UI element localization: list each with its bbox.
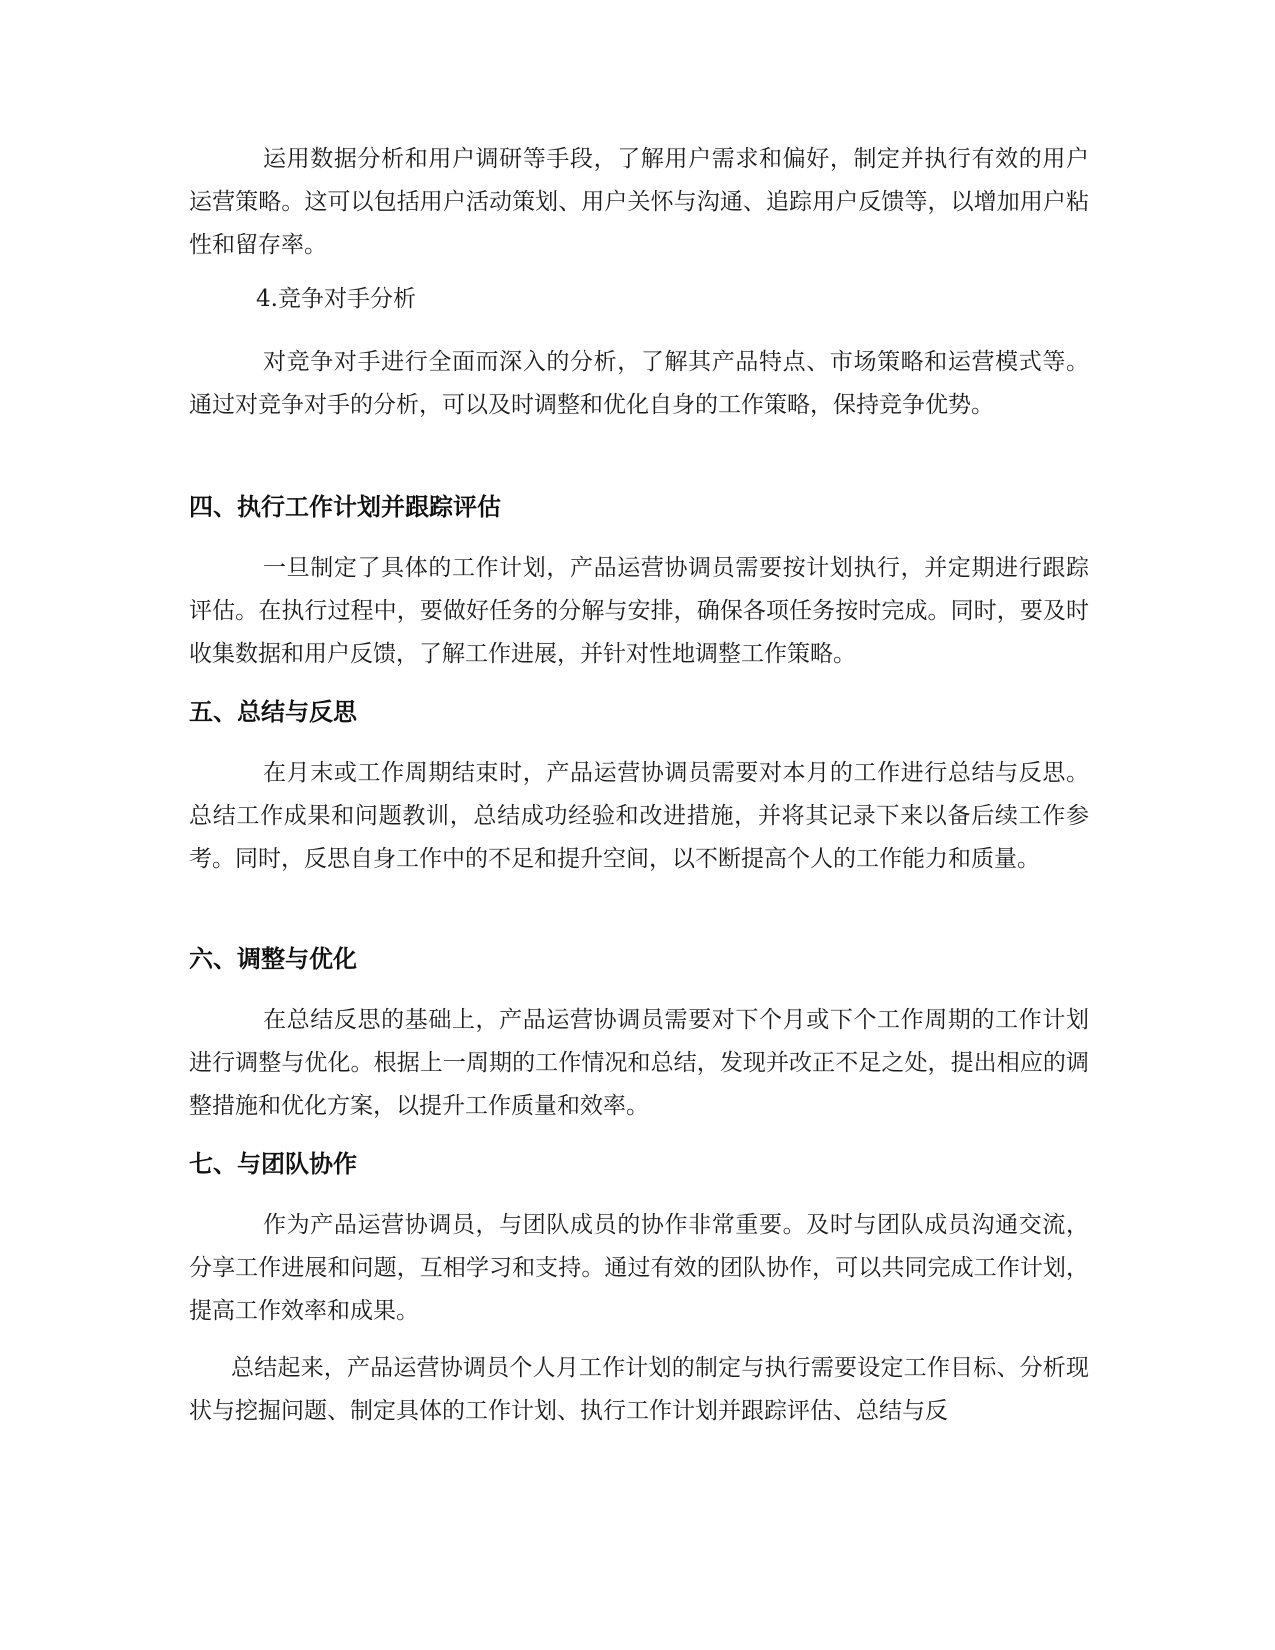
paragraph-user-operations: 运用数据分析和用户调研等手段，了解用户需求和偏好，制定并执行有效的用户运营策略。这可以包括用户活动策划、用户关怀与沟通、追踪用户反馈等，以增加用户粘性和留存率。 [189,146,1089,258]
section-heading-team-collaboration: 七、与团队协作 [189,1150,357,1178]
paragraph-execute-plan: 一旦制定了具体的工作计划，产品运营协调员需要按计划执行，并定期进行跟踪评估。在执行过程中，要做好任务的分解与安排，确保各项任务按时完成。同时，要及时收集数据和用户反馈，了解工作进展，并针对性地调整工作策略。 [189,555,1089,667]
section-heading-execute-plan: 四、执行工作计划并跟踪评估 [189,493,501,521]
section-heading-summary-reflection: 五、总结与反思 [189,698,357,726]
paragraph-competitor-analysis: 对竞争对手进行全面而深入的分析，了解其产品特点、市场策略和运营模式等。通过对竞争对手的分析，可以及时调整和优化自身的工作策略，保持竞争优势。 [189,349,1089,418]
paragraph-summary-reflection: 在月末或工作周期结束时，产品运营协调员需要对本月的工作进行总结与反思。总结工作成果和问题教训，总结成功经验和改进措施，并将其记录下来以备后续工作参考。同时，反思自身工作中的不足和提升空间，以不断提高个人的工作能力和质量。 [189,760,1089,872]
section-heading-adjust-optimize: 六、调整与优化 [189,945,357,973]
subheading-competitor-analysis: 4.竞争对手分析 [256,286,416,312]
paragraph-conclusion: 总结起来，产品运营协调员个人月工作计划的制定与执行需要设定工作目标、分析现状与挖掘问题、制定具体的工作计划、执行工作计划并跟踪评估、总结与反 [189,1355,1089,1424]
paragraph-adjust-optimize: 在总结反思的基础上，产品运营协调员需要对下个月或下个工作周期的工作计划进行调整与优化。根据上一周期的工作情况和总结，发现并改正不足之处，提出相应的调整措施和优化方案，以提升工作质量和效率。 [189,1007,1089,1119]
paragraph-team-collaboration: 作为产品运营协调员，与团队成员的协作非常重要。及时与团队成员沟通交流，分享工作进展和问题，互相学习和支持。通过有效的团队协作，可以共同完成工作计划，提高工作效率和成果。 [189,1212,1089,1324]
